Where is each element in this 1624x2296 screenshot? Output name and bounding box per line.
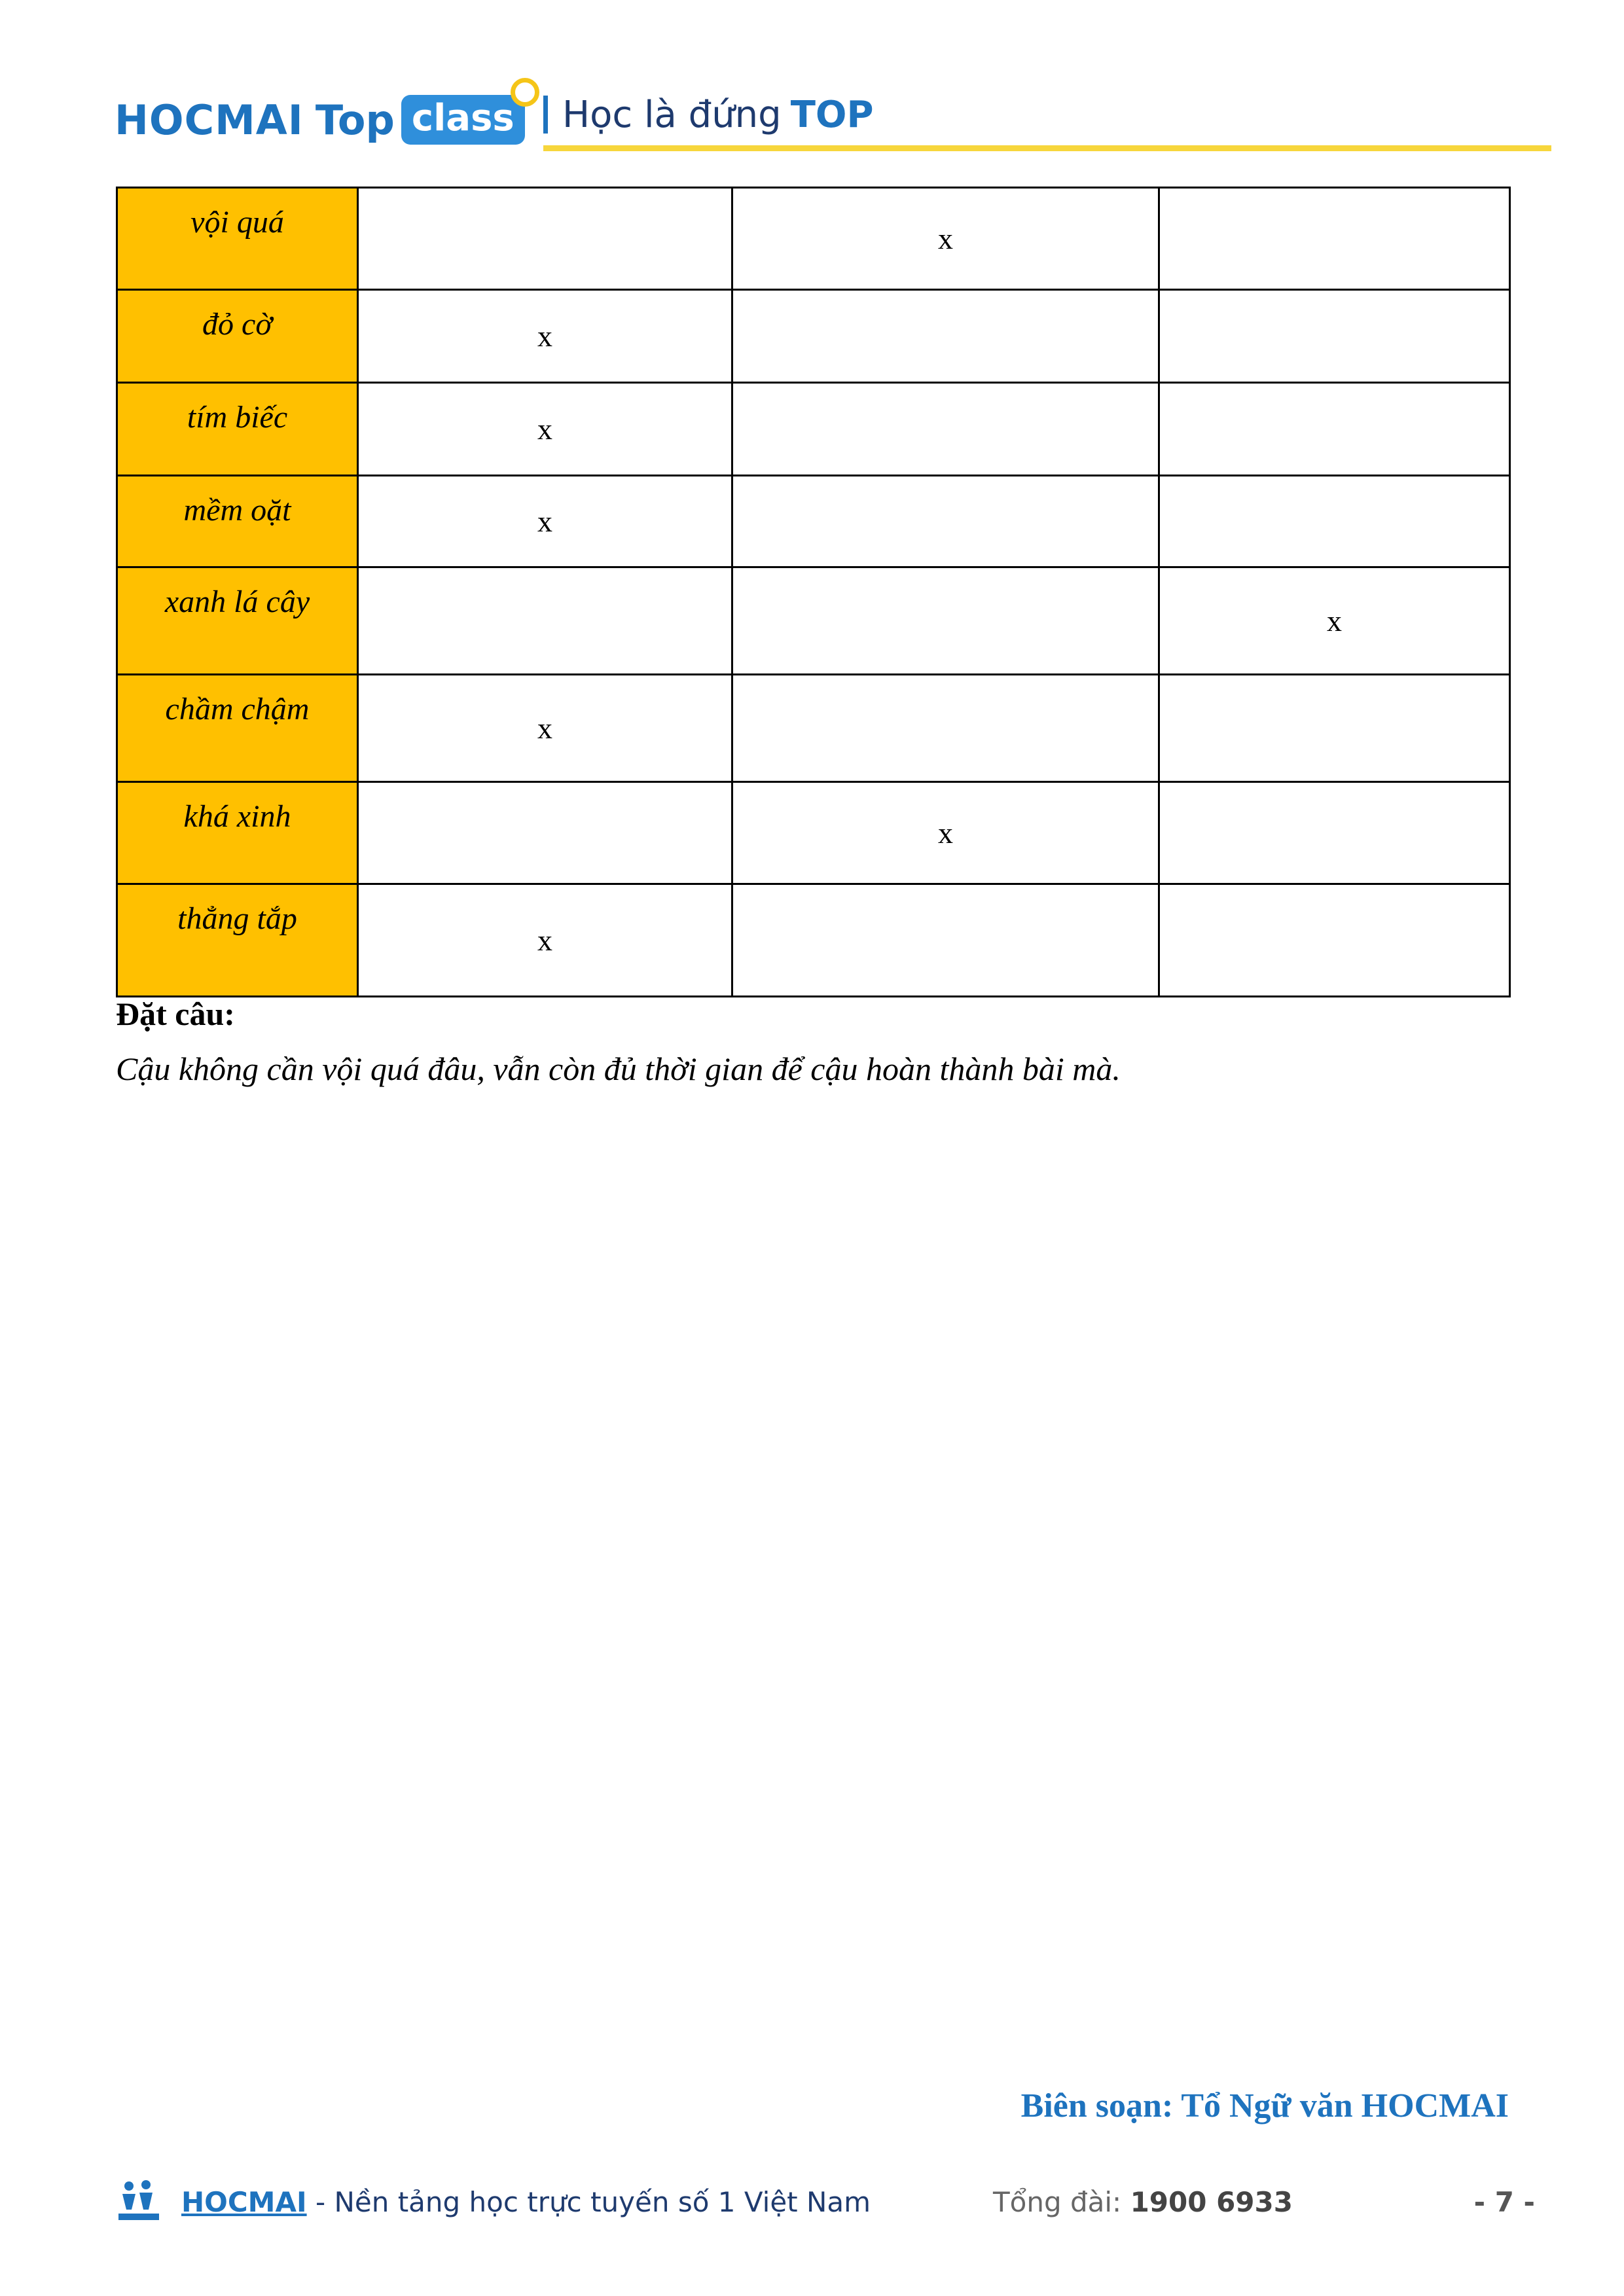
mark-cell: [1159, 476, 1510, 567]
mark-cell: x: [732, 188, 1159, 290]
word-cell: tím biếc: [117, 383, 358, 476]
mark-cell: [1159, 675, 1510, 782]
mark-cell: [358, 188, 732, 290]
mark-cell: [732, 567, 1159, 675]
logo-class-text: class: [411, 97, 514, 139]
page-number: - 7 -: [1473, 2186, 1535, 2218]
hocmai-people-icon: [116, 2177, 162, 2223]
mark-cell: [1159, 884, 1510, 997]
mark-cell: x: [358, 383, 732, 476]
sun-icon: [511, 78, 539, 107]
mark-cell: [1159, 188, 1510, 290]
author-credit: Biên soạn: Tổ Ngữ văn HOCMAI: [1020, 2087, 1509, 2125]
word-cell: vội quá: [117, 188, 358, 290]
hocmai-link[interactable]: HOCMAI: [181, 2186, 307, 2218]
tagline-top: TOP: [790, 93, 874, 136]
logo-brand: HOCMAI: [115, 96, 304, 144]
word-cell: đỏ cờ: [117, 290, 358, 383]
table-row: [117, 383, 1510, 476]
header-tagline: [543, 85, 874, 144]
mark-cell: [1159, 782, 1510, 884]
footer-hotline: [993, 2186, 1293, 2218]
mark-cell: [1159, 383, 1510, 476]
hocmai-topclass-logo: [115, 84, 525, 156]
table-row: [117, 290, 1510, 383]
word-cell: xanh lá cây: [117, 567, 358, 675]
tagline-text: Học là đứng: [562, 93, 782, 136]
header-underline: [543, 145, 1551, 151]
mark-cell: [358, 567, 732, 675]
mark-cell: x: [732, 782, 1159, 884]
table-row: [117, 884, 1510, 997]
dat-cau-label: Đặt câu:: [116, 996, 235, 1032]
page-footer: [116, 2173, 1535, 2232]
mark-cell: [732, 290, 1159, 383]
hotline-label: Tổng đài:: [993, 2186, 1130, 2218]
footer-brand-text: - Nền tảng học trực tuyến số 1 Việt Nam: [306, 2186, 871, 2218]
logo-top: Top: [315, 96, 395, 144]
mark-cell: x: [358, 476, 732, 567]
word-cell: thẳng tắp: [117, 884, 358, 997]
word-cell: mềm oặt: [117, 476, 358, 567]
footer-brand: [181, 2186, 871, 2218]
tagline-divider: [543, 96, 548, 134]
table-row: [117, 188, 1510, 290]
mark-cell: [358, 782, 732, 884]
mark-cell: [732, 675, 1159, 782]
mark-cell: [732, 383, 1159, 476]
table-row: [117, 476, 1510, 567]
mark-cell: x: [1159, 567, 1510, 675]
dat-cau-sentence: Cậu không cần vội quá đâu, vẫn còn đủ thời gian để cậu hoàn thành bài mà.: [116, 1050, 1121, 1087]
mark-cell: [732, 884, 1159, 997]
mark-cell: x: [358, 884, 732, 997]
table-row: [117, 675, 1510, 782]
mark-cell: [1159, 290, 1510, 383]
hotline-number: 1900 6933: [1130, 2186, 1293, 2218]
mark-cell: x: [358, 290, 732, 383]
table-row: [117, 567, 1510, 675]
word-cell: khá xinh: [117, 782, 358, 884]
logo-class-badge: [401, 95, 525, 145]
mark-cell: [732, 476, 1159, 567]
word-cell: chầm chậm: [117, 675, 358, 782]
word-classification-table: [116, 187, 1511, 997]
mark-cell: x: [358, 675, 732, 782]
table-row: [117, 782, 1510, 884]
